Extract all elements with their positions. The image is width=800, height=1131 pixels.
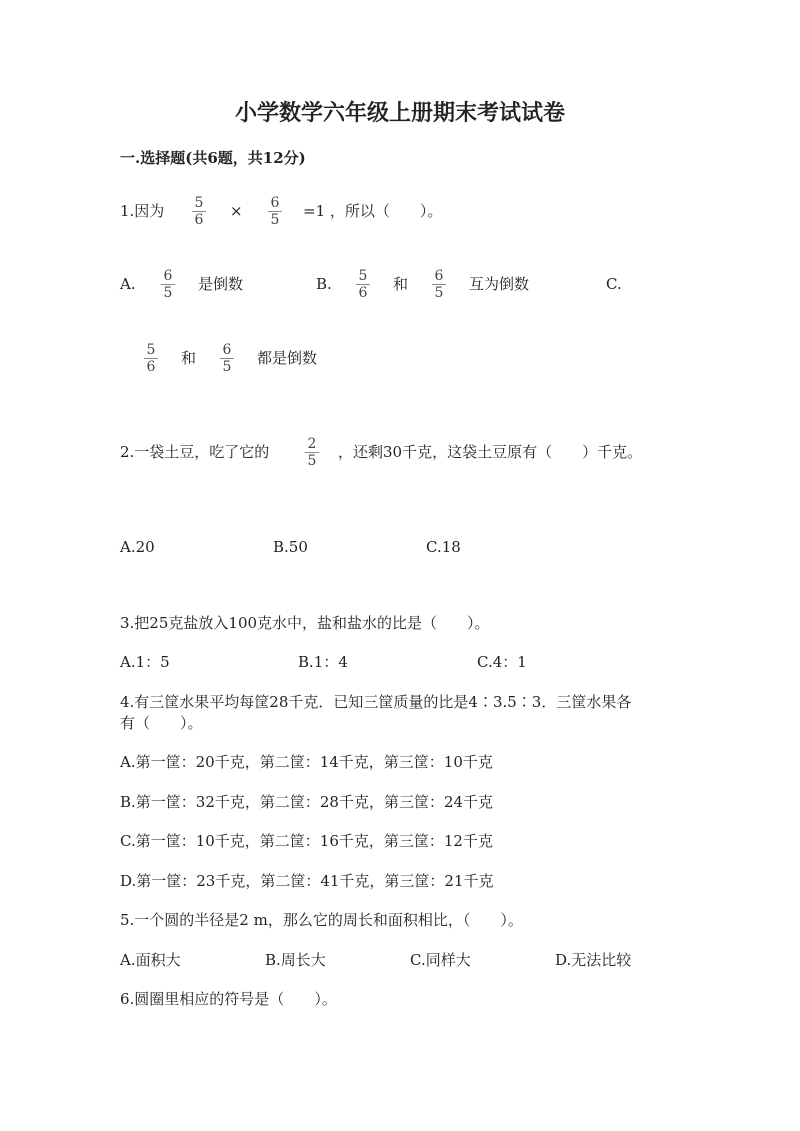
q4-option-c: C.第一筐：10千克，第二筐：16千克，第三筐：12千克: [120, 832, 493, 850]
fraction-denominator: 5: [222, 359, 232, 375]
fraction-denominator: 5: [434, 285, 444, 301]
q5-option-d: D.无法比较: [555, 951, 632, 969]
q1-option-b-and: 和: [393, 275, 409, 293]
q1-suffix: =1 ，所以（ ）。: [303, 202, 443, 220]
q1-fraction-1: [188, 195, 210, 228]
q2-option-a: A.20: [120, 538, 155, 556]
fraction-numerator: 5: [192, 195, 207, 212]
section-heading: 一.选择题(共6题，共12分): [120, 149, 306, 167]
fraction-denominator: 5: [163, 285, 173, 301]
q3-option-b: B.1：4: [298, 653, 348, 671]
q5-option-b: B.周长大: [265, 951, 326, 969]
q1-prefix: 1.因为: [120, 202, 165, 220]
q4-option-a: A.第一筐：20千克，第二筐：14千克，第三筐：10千克: [120, 753, 493, 771]
q3-option-a: A.1：5: [120, 653, 170, 671]
page-title: 小学数学六年级上册期末考试试卷: [234, 100, 565, 126]
q1-option-c-fraction-1: [140, 342, 162, 375]
q2-option-c: C.18: [426, 538, 461, 556]
q4-text-line-2: 有（ ）。: [120, 714, 203, 732]
q1-option-b-text: 互为倒数: [469, 275, 530, 293]
q1-times-sign: ×: [230, 202, 243, 220]
fraction-denominator: 5: [270, 212, 280, 228]
q2-option-b: B.50: [273, 538, 308, 556]
q6-text: 6.圆圈里相应的符号是（ ）。: [120, 990, 337, 1008]
fraction-numerator: 6: [161, 268, 176, 285]
q1-option-c-and: 和: [181, 349, 197, 367]
q2-suffix: ，还剩30千克，这袋土豆原有（ ）千克。: [338, 443, 643, 461]
q1-option-b-label: B.: [316, 275, 332, 293]
q1-option-c-label: C.: [606, 275, 622, 293]
fraction-denominator: 6: [146, 359, 156, 375]
q4-option-d: D.第一筐：23千克，第二筐：41千克，第三筐：21千克: [120, 872, 494, 890]
fraction-numerator: 5: [144, 342, 159, 359]
q2-fraction: [301, 436, 323, 469]
fraction-denominator: 5: [307, 453, 317, 469]
q1-option-a-text: 是倒数: [198, 275, 244, 293]
q4-text-line-1: 4.有三筐水果平均每筐28千克．已知三筐质量的比是4∶3.5∶3．三筐水果各: [120, 693, 632, 711]
fraction-denominator: 6: [358, 285, 368, 301]
fraction-numerator: 5: [356, 268, 371, 285]
fraction-numerator: 6: [220, 342, 235, 359]
q5-option-a: A.面积大: [120, 951, 181, 969]
q4-option-b: B.第一筐：32千克，第二筐：28千克，第三筐：24千克: [120, 793, 494, 811]
fraction-numerator: 6: [432, 268, 447, 285]
q5-text: 5.一个圆的半径是2 m，那么它的周长和面积相比，（ ）。: [120, 911, 523, 929]
fraction-denominator: 6: [194, 212, 204, 228]
q5-option-c: C.同样大: [410, 951, 471, 969]
q1-fraction-2: [264, 195, 286, 228]
q2-prefix: 2.一袋土豆，吃了它的: [120, 443, 270, 461]
q1-option-b-fraction-2: [428, 268, 450, 301]
fraction-numerator: 2: [305, 436, 320, 453]
q1-option-a-label: A.: [120, 275, 136, 293]
q3-text: 3.把25克盐放入100克水中，盐和盐水的比是（ ）。: [120, 614, 490, 632]
q1-option-c-text: 都是倒数: [257, 349, 318, 367]
q1-option-a-fraction: [157, 268, 179, 301]
q1-option-c-fraction-2: [216, 342, 238, 375]
q1-option-b-fraction-1: [352, 268, 374, 301]
q3-option-c: C.4：1: [477, 653, 527, 671]
fraction-numerator: 6: [268, 195, 283, 212]
